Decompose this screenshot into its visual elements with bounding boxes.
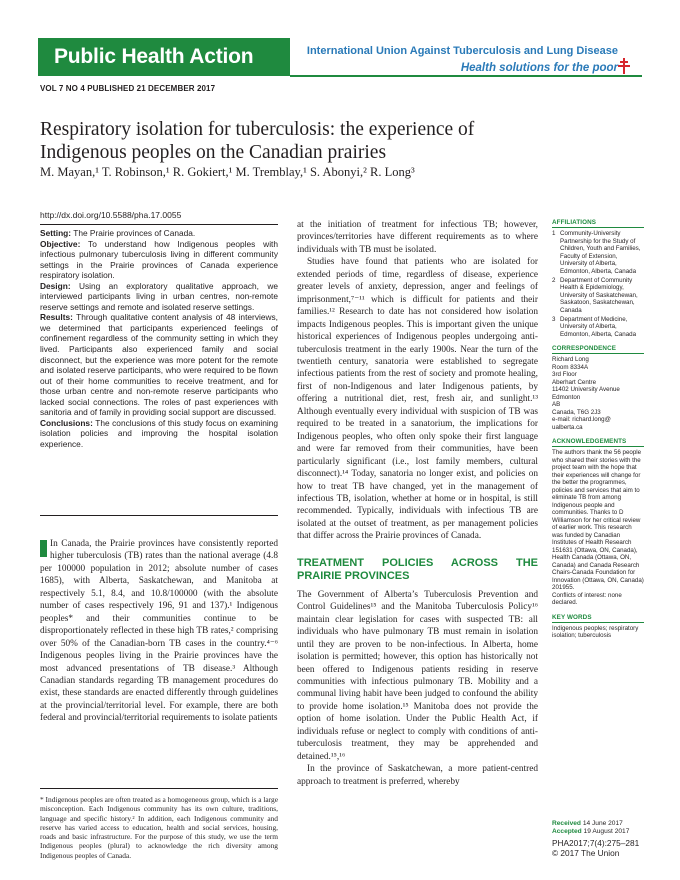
abstract-results: Results: Through qualitative content analysis of 48 interviews, we determined that participants experienced feelings of confinement regardless of the community setting in which they lived. Participants also experienced family and social disconnect, but the experience was more potent for the remote and isolated reserve participants, who were required to be flown out of their home communities to receive treatment, and for those urban centre and non-remote reserve participants who lacked social connections. The roles of past experiences with sanitoria and of family in providing social support are discussed. [40, 312, 278, 418]
acknowledgements-text: The authors thank the 56 people who shared their stories with the project team with the hope that their experiences will change for the better the programmes, policies and services that aim to eliminate TB from among Indigenous people and communities. Thanks to D Williamson for her critical review of earlier work. This research was funded by Canadian Institutes of Health Research 151631 (Ottawa, ON, Canada), Health Canada (Ottawa, ON, Canada) and Canada Research Chairs-Canada Foundation for Innovation (Ottawa, ON, Canada) 201955. [552, 449, 644, 591]
abstract-conclusions: Conclusions: The conclusions of this study focus on examining isolation policies and improving the hospital isolation experience. [40, 417, 278, 449]
citation-ref: PHA2017;7(4):275–281 [552, 838, 640, 848]
footnote: * Indigenous peoples are often treated as a homogeneous group, which is a large misconception. Each Indigenous community has its own culture, traditions, language and specific history.² In addition, each Indigenous community and reserve has varied access to education, health and social services, housing, roads and basic infrastructure. For the purpose of this study, we use the term Indigenous peoples (plural) to acknowledge the rich diversity among Indigenous peoples of Canada. [40, 788, 278, 860]
journal-brand-banner [38, 38, 290, 76]
affiliations-block [552, 219, 644, 338]
title-line-2: Indigenous peoples on the Canadian prairies [40, 142, 387, 163]
correspondence-line: Canada, T6G 2J3 [552, 408, 601, 416]
correspondence-block [552, 345, 644, 431]
accepted-date: Accepted 19 August 2017 [552, 828, 630, 835]
correspondence-line: Richard Long [552, 356, 589, 363]
union-tagline: Health solutions for the poor [460, 62, 618, 74]
abstract-objective: Objective: To understand how Indigenous peoples with infectious pulmonary tuberculosis living in different community settings in the Prairie provinces of Canada experience respiratory isolation. [40, 238, 278, 281]
affiliations-heading: AFFILIATIONS [552, 219, 644, 228]
body-paragraph-1: at the initiation of treatment for infectious TB; however, provinces/territories have different requirements as to where individuals with TB must be isolated. [297, 220, 538, 255]
received-date: Received 14 June 2017 [552, 820, 623, 827]
correspondence-line: 3rd Floor [552, 371, 577, 378]
correspondence-line: Aberhart Centre [552, 378, 597, 386]
keywords-heading: KEY WORDS [552, 614, 644, 623]
affiliation-item: 1 Community-University Partnership for the Study of Children, Youth and Families, Faculty of Extension, University of Alberta, Edmonton, Alberta, Canada [552, 230, 641, 275]
section-heading: TREATMENT POLICIES ACROSS THE PRAIRIE PROVINCES [297, 556, 538, 582]
correspondence-line: AB [552, 401, 561, 408]
abstract [40, 224, 278, 516]
intro-text: In Canada, the Prairie provinces have consistently reported higher tuberculosis (TB) rates than the national average (4.8 per 100000 population in 2012; absolute number of cases 1685), with Alberta, Saskatchewan, and Manitoba at respectively 5.1, 8.4, and 10.8/100000 (with the absolute number of cases respectively 196, 91 and 137).¹ Indigenous peoples* and their communities continue to be disproportionately reflected in these high TB rates,² comprising over 50% of the Canadian-born TB cases in the country.⁴⁻⁶ Indigenous peoples living in the Prairie provinces have the most advanced presentations of TB disease.³ Although Canadian standards regarding TB management procedures do exist, these standards are enacted differently through guidelines at the provincial/territorial level. For example, there are both federal and provincial/territorial requirements to isolate patients [40, 539, 278, 724]
body-paragraph-3: The Government of Alberta’s Tuberculosis Prevention and Control Guidelines¹⁵ and the Manitoba Tuberculosis Policy¹⁶ maintain clear legislation for cases with suspected TB: all individuals who have pulmonary TB must remain in isolation until they are proven to be non-infectious. In Alberta, home isolation is permitted; however, this option has historically not been offered to Indigenous patients residing in reserve communities with infectious pulmonary TB. Mobility and a communal living habit have been judged to confound the ability to provide home isolation.¹⁵ Manitoba does not provide the option of home isolation. Under the Public Health Act, if individuals refuse or neglect to comply with conditions of anti-tuberculosis treatment, they may be apprehended and detained.¹⁵,¹⁶ [297, 589, 538, 762]
abstract-setting: Setting: The Prairie provinces of Canada. [40, 228, 196, 238]
title-line-1: Respiratory isolation for tuberculosis: the experience of [40, 119, 475, 140]
conflicts-text: Conflicts of interest: none declared. [552, 591, 622, 606]
doi-link[interactable]: http://dx.doi.org/10.5588/pha.17.0055 [40, 210, 182, 220]
correspondence-line: Edmonton [552, 393, 581, 401]
abstract-design: Design: Using an exploratory qualitative approach, we interviewed participants living in urban centres, non-remote reserve settings and remote and isolated reserve settings. [40, 280, 278, 312]
volume-line: VOL 7 NO 4 PUBLISHED 21 DECEMBER 2017 [40, 84, 216, 93]
affiliation-item: 3 Department of Medicine, University of Alberta, Edmonton, Alberta, Canada [552, 315, 637, 338]
journal-name: Public Health Action [54, 45, 254, 68]
correspondence-email[interactable]: e-mail: richard.long@ [552, 416, 611, 423]
author-list: M. Mayan,¹ T. Robinson,¹ R. Gokiert,¹ M. Tremblay,¹ S. Abonyi,² R. Long³ [40, 165, 415, 179]
correspondence-line: 11402 University Avenue [552, 386, 620, 393]
intro-paragraph [40, 538, 278, 725]
keywords-block [552, 614, 644, 640]
copyright: © 2017 The Union [552, 848, 620, 858]
article-dates [552, 820, 629, 836]
correspondence-line: Room 8334A [552, 363, 589, 371]
body-paragraph-4: In the province of Saskatchewan, a more patient-centred approach to treatment is preferred, whereby [297, 764, 538, 787]
correspondence-heading: CORRESPONDENCE [552, 345, 644, 354]
citation [552, 838, 639, 858]
lorraine-cross-icon [617, 58, 631, 74]
union-name: International Union Against Tuberculosis and Lung Disease [306, 45, 618, 57]
body-column [297, 219, 538, 788]
article-sidebar [552, 219, 644, 647]
correspondence-email-domain[interactable]: ualberta.ca [552, 423, 583, 431]
header-rule [290, 75, 642, 77]
acknowledgements-block [552, 438, 644, 607]
keywords-text: Indigenous peoples; respiratory isolation; tuberculosis [552, 624, 639, 639]
body-paragraph-2: Studies have found that patients who are isolated for extended periods of time, regardless of disease, experience greater levels of anxiety, depression, anger and feelings of imprisonment,⁷⁻¹¹ which is difficult for patients and their families.¹² Research to date has not considered how isolation impacts Indigenous peoples. This is important given the unique historical experiences of Indigenous peoples undergoing anti-tuberculosis treatment in the early 1900s. Near the turn of the twentieth century, sanatoria were established to segregate infectious patients from the rest of society and promote healing, first of non-Indigenous and later Indigenous patients, by offering a nutritional diet, rest, fresh air, and sunlight.¹³ Although eventually every individual with suspicion of TB was required to be treated in a sanatorium, the implications for Indigenous peoples, who often only spoke their first language and were far removed from their communities, have been particularly significant (i.e., lost family members, cultural disconnect).¹⁴ Today, sanatoria no longer exist, and policies on how to treat TB have changed, yet in the management of infectious TB, isolation, whether at home or in hospital, is still recommended. Typically, individuals with infectious TB are isolated at the outset of treatment, as per management policies that differ across the Prairie provinces of Canada. [297, 257, 538, 542]
acknowledgements-heading: ACKNOWLEDGEMENTS [552, 438, 644, 447]
affiliation-item: 2 Department of Community Health & Epidemiology, University of Saskatchewan, Saskatoon, Saskatchewan, Canada [552, 276, 638, 314]
dropcap-marker [40, 540, 47, 557]
article-title [40, 118, 600, 164]
